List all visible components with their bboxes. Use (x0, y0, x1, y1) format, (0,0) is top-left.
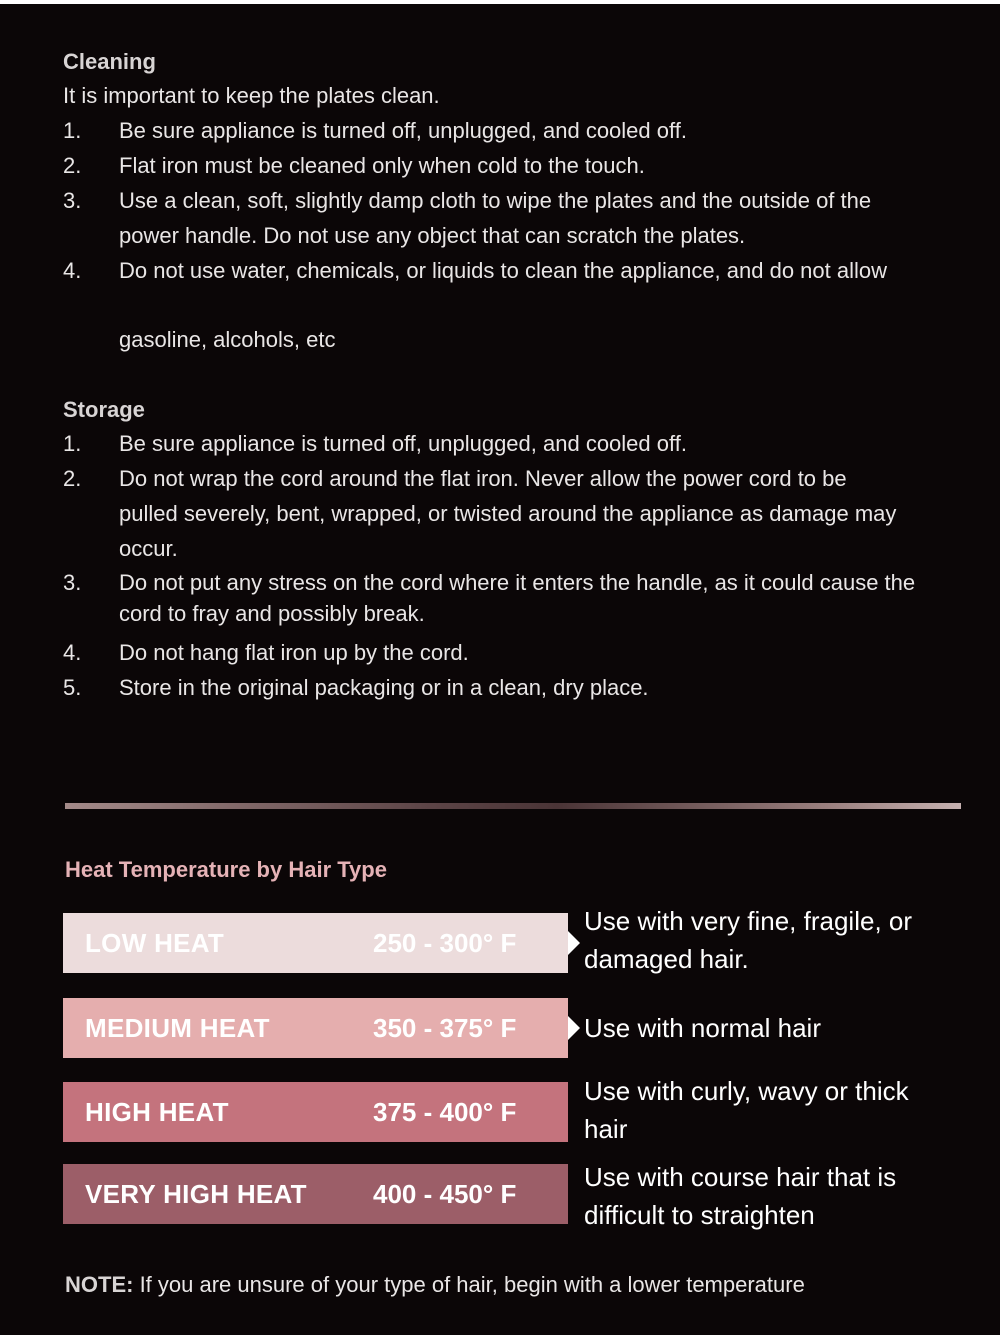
storage-item-text: Be sure appliance is turned off, unplugged, and cooled off. (119, 431, 687, 456)
arrow-pointer-icon (568, 1016, 580, 1040)
heat-description: Use with course hair that is (584, 1162, 897, 1192)
note-text: If you are unsure of your type of hair, begin with a lower temperature (133, 1272, 805, 1297)
storage-item-number: 5. (63, 675, 82, 700)
storage-item-text: Do not hang flat iron up by the cord. (119, 640, 469, 665)
storage-item-text: Store in the original packaging or in a clean, dry place. (119, 675, 649, 700)
heat-range-label: 250 - 300° F (373, 928, 517, 958)
heat-description: Use with curly, wavy or thick (584, 1076, 909, 1106)
storage-item-number: 2. (63, 466, 82, 491)
cleaning-item-text: Flat iron must be cleaned only when cold to the touch. (119, 153, 645, 178)
arrow-pointer-icon (568, 931, 580, 955)
heat-description: Use with normal hair (584, 1013, 821, 1043)
note-label: NOTE: (65, 1272, 134, 1297)
storage-item-text: Do not wrap the cord around the flat iron. Never allow the power cord to be (119, 466, 847, 491)
heat-description-continued: hair (584, 1114, 628, 1144)
heat-table-title: Heat Temperature by Hair Type (65, 857, 387, 882)
storage-item-number: 3. (63, 570, 82, 595)
cleaning-intro: It is important to keep the plates clean. (63, 83, 440, 108)
cleaning-item-number: 3. (63, 188, 82, 213)
heat-level-label: MEDIUM HEAT (85, 1013, 270, 1043)
section-divider (65, 803, 961, 809)
storage-item-number: 4. (63, 640, 82, 665)
cleaning-heading: Cleaning (63, 49, 156, 74)
cleaning-item-number: 2. (63, 153, 82, 178)
storage-item-text-continued: pulled severely, bent, wrapped, or twisted around the appliance as damage may (119, 501, 897, 526)
heat-description: Use with very fine, fragile, or (584, 906, 913, 936)
storage-item-text: Do not put any stress on the cord where it enters the handle, as it could cause the (119, 570, 916, 595)
heat-level-label: HIGH HEAT (85, 1097, 229, 1127)
heat-row-high (63, 1082, 568, 1142)
heat-range-label: 350 - 375° F (373, 1013, 517, 1043)
cleaning-item-number: 4. (63, 258, 82, 283)
temperature-note (65, 1270, 805, 1300)
cleaning-item-text-continued: power handle. Do not use any object that can scratch the plates. (119, 223, 746, 248)
heat-range-label: 375 - 400° F (373, 1097, 517, 1127)
heat-level-label: VERY HIGH HEAT (85, 1179, 307, 1209)
storage-item-number: 1. (63, 431, 82, 456)
cleaning-item-text: Do not use water, chemicals, or liquids to clean the appliance, and do not allow (119, 258, 888, 283)
cleaning-item-text-continued: gasoline, alcohols, etc (119, 327, 336, 352)
heat-description-continued: difficult to straighten (584, 1200, 815, 1230)
cleaning-item-text: Be sure appliance is turned off, unplugged, and cooled off. (119, 118, 687, 143)
storage-item-text-continued: cord to fray and possibly break. (119, 601, 425, 626)
storage-heading: Storage (63, 397, 145, 422)
cleaning-item-text: Use a clean, soft, slightly damp cloth to wipe the plates and the outside of the (119, 188, 872, 213)
heat-row-medium (63, 998, 568, 1058)
heat-row-low (63, 913, 568, 973)
heat-description-continued: damaged hair. (584, 944, 749, 974)
storage-item-text-continued: occur. (119, 536, 178, 561)
heat-row-very-high (63, 1164, 568, 1224)
cleaning-item-number: 1. (63, 118, 82, 143)
heat-range-label: 400 - 450° F (373, 1179, 517, 1209)
heat-level-label: LOW HEAT (85, 928, 225, 958)
instruction-page (0, 4, 1000, 1335)
